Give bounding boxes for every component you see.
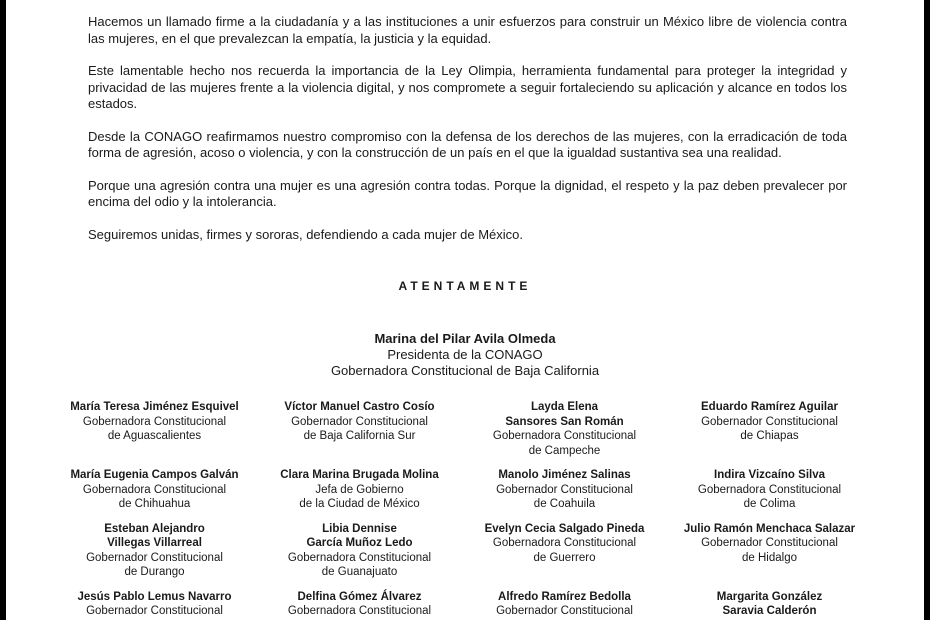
signatory-name: Alfredo Ramírez Bedolla — [498, 590, 631, 603]
paragraph: Seguiremos unidas, firmes y sororas, defendiendo a cada mujer de México. — [88, 226, 523, 242]
letter-body — [88, 14, 847, 259]
signatory-title: Gobernadora Constitucional — [697, 483, 842, 496]
signatory-title: Gobernador Constitucional — [86, 605, 223, 617]
signatory-name: Julio Ramón Menchaca Salazar — [683, 522, 856, 535]
signatory-name: Indira Vizcaíno Silva — [714, 469, 825, 481]
signatory-block — [257, 522, 462, 580]
signatory-block — [462, 590, 667, 619]
signatory-block — [257, 590, 462, 619]
signatory-title: de Baja California Sur — [303, 430, 416, 442]
signatory-title: Jefa de Gobierno — [315, 483, 404, 496]
signatory-title: Gobernador Constitucional — [86, 551, 223, 564]
closing-atentamente: ATENTAMENTE — [398, 279, 532, 293]
signatory-title: Gobernadora Constitucional — [82, 415, 227, 428]
president-role: Presidenta de la CONAGO — [387, 347, 543, 362]
signatory-title: Gobernador Constitucional — [701, 537, 838, 549]
signatory-name: María Eugenia Campos Galván — [70, 469, 239, 481]
signatory-title: de Campeche — [528, 444, 601, 457]
signatory-title: de Chiapas — [740, 430, 799, 442]
signatory-name: Evelyn Cecia Salgado Pineda — [484, 522, 645, 535]
signatory-name: Saravia Calderón — [722, 605, 817, 617]
signatory-block — [667, 590, 872, 619]
signatory-name: Margarita González — [716, 590, 823, 603]
signatory-name: García Muñoz Ledo — [306, 537, 413, 549]
signatory-block — [52, 468, 257, 512]
signatory-name: Villegas Villarreal — [107, 537, 202, 549]
signatory-block — [52, 400, 257, 458]
president-signature — [0, 331, 930, 379]
president-title: Gobernadora Constitucional de Baja California — [330, 363, 600, 378]
signatory-title: de la Ciudad de México — [299, 498, 420, 510]
signatory-title: de Colima — [743, 498, 796, 510]
signatory-name: Víctor Manuel Castro Cosío — [284, 401, 435, 413]
signatory-name: Manolo Jiménez Salinas — [498, 469, 631, 481]
paragraph: Desde la CONAGO reafirmamos nuestro compromiso con la defensa de los derechos de las mujeres, con la erradicación de toda forma de agresión, acoso o violencia, y con la construcción de un país en el que la igualdad sustantiva sea una realidad. — [88, 128, 847, 160]
signatory-name: María Teresa Jiménez Esquivel — [70, 401, 239, 413]
paragraph: Este lamentable hecho nos recuerda la importancia de la Ley Olimpia, herramienta fundamental para proteger la integridad y privacidad de las mujeres frente a la violencia digital, y nos compromete a seguir fortaleciendo su aplicación y alcance en todos los estados. — [88, 63, 847, 111]
signatory-title: Gobernador Constitucional — [496, 605, 633, 617]
signatory-block — [462, 400, 667, 458]
signatory-block — [462, 522, 667, 580]
signatory-block — [52, 522, 257, 580]
signatory-title: de Guerrero — [533, 551, 596, 564]
signatory-title: Gobernadora Constitucional — [492, 430, 637, 442]
signatory-block — [257, 468, 462, 512]
signatory-title: Gobernador Constitucional — [496, 483, 633, 496]
signatory-block — [667, 522, 872, 580]
signatory-title: Gobernadora Constitucional — [492, 537, 637, 549]
signatory-block — [257, 400, 462, 458]
signatory-name: Delfina Gómez Álvarez — [297, 590, 422, 603]
signatory-name: Esteban Alejandro — [104, 522, 205, 535]
signatory-block — [462, 468, 667, 512]
signatory-title: de Chihuahua — [118, 498, 191, 510]
signatory-block — [52, 590, 257, 619]
signatory-title: de Hidalgo — [742, 551, 797, 564]
left-scan-border — [0, 0, 6, 620]
signatory-name: Eduardo Ramírez Aguilar — [701, 401, 838, 413]
signatory-name: Layda Elena — [530, 401, 599, 413]
signatory-name: Clara Marina Brugada Molina — [280, 469, 439, 481]
right-scan-border — [924, 0, 930, 620]
signatory-name: Jesús Pablo Lemus Navarro — [77, 590, 232, 603]
signatory-title: de Guanajuato — [321, 566, 398, 578]
paragraph: Porque una agresión contra una mujer es una agresión contra todas. Porque la dignidad, el respeto y la paz deben prevalecer por encima del odio y la intolerancia. — [88, 177, 847, 209]
signatory-name: Libia Dennise — [322, 522, 397, 535]
signatory-title: Gobernadora Constitucional — [287, 551, 432, 564]
paragraph: Hacemos un llamado firme a la ciudadanía y a las instituciones a unir esfuerzos para construir un México libre de violencia contra las mujeres, en el que prevalezcan la empatía, la justicia y la equidad. — [88, 14, 847, 46]
signatory-title: de Coahuila — [533, 498, 596, 510]
signatory-title: Gobernadora Constitucional — [82, 483, 227, 496]
signatory-title: de Aguascalientes — [107, 430, 202, 442]
signatory-title: Gobernadora Constitucional — [287, 605, 432, 617]
signatory-name: Sansores San Román — [505, 415, 624, 428]
signatory-block — [667, 468, 872, 512]
signatory-title: Gobernador Constitucional — [291, 415, 428, 428]
signatory-title: Gobernador Constitucional — [701, 415, 838, 428]
president-name: Marina del Pilar Avila Olmeda — [374, 331, 556, 346]
signatories-grid — [52, 400, 872, 619]
signatory-title: de Durango — [124, 566, 185, 578]
signatory-block — [667, 400, 872, 458]
